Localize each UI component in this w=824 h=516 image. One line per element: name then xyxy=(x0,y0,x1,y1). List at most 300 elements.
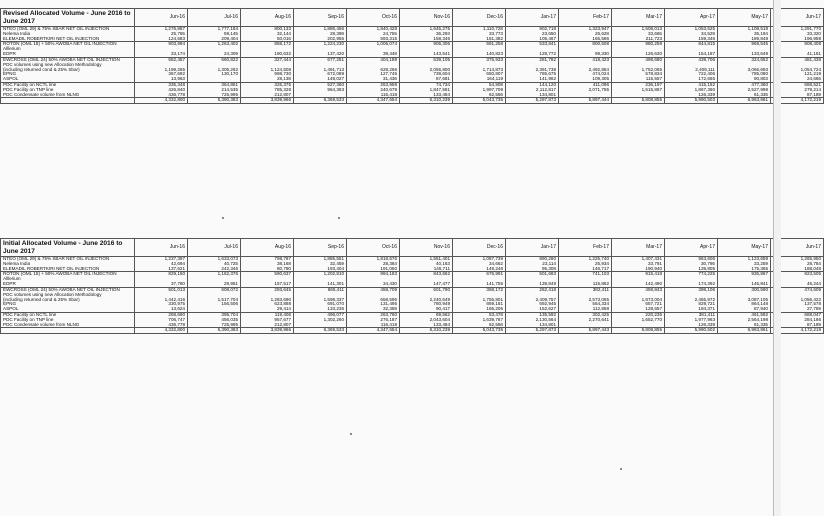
cell-value: 364,861 xyxy=(221,81,238,87)
cell-value: 50,016 xyxy=(276,35,291,41)
cell-value: 426,840 xyxy=(168,86,185,92)
cell-value: 935,867 xyxy=(751,271,768,277)
cell-value: 706,747 xyxy=(168,316,185,322)
scan-speck xyxy=(338,217,340,219)
cell-value: 691,258 xyxy=(486,41,503,47)
cell-value: 141,962 xyxy=(539,76,556,82)
cell-value: 5,990,502 xyxy=(694,327,715,333)
cell-value: 35,194 xyxy=(753,30,768,36)
value-cell xyxy=(241,312,294,327)
month-header: Aug-16 xyxy=(241,9,294,27)
value-cell xyxy=(241,272,294,287)
cell-value: 13,624 xyxy=(170,306,185,312)
cell-value: 293,645 xyxy=(274,286,291,292)
value-cell xyxy=(453,57,506,82)
cell-value: 134,801 xyxy=(539,321,556,327)
value-cell xyxy=(135,287,188,312)
cell-value: 33,174 xyxy=(170,51,185,57)
cell-value: 335,348 xyxy=(168,81,185,87)
cell-value: 276,187 xyxy=(380,316,397,322)
value-cell xyxy=(559,27,612,42)
cell-value: 461,592 xyxy=(751,311,768,317)
cell-value: 2,043,604 xyxy=(429,316,450,322)
cell-value: 1,645,275 xyxy=(429,26,450,31)
month-header: Nov-16 xyxy=(400,9,453,27)
value-cell xyxy=(718,328,771,334)
cell-value: 69,562 xyxy=(435,311,450,317)
cell-value: 677,251 xyxy=(327,56,344,62)
value-cell xyxy=(294,57,347,82)
cell-value: 151,382 xyxy=(486,35,503,41)
row-label: ASPOL xyxy=(3,306,19,312)
value-cell xyxy=(612,328,665,334)
row-label xyxy=(3,328,132,333)
value-cell xyxy=(453,98,506,104)
cell-value: 2,240,649 xyxy=(429,296,450,302)
cell-value: 262,418 xyxy=(539,286,556,292)
scan-speck xyxy=(350,433,352,435)
cell-value: 202,955 xyxy=(327,35,344,41)
month-header: May-17 xyxy=(718,9,771,27)
cell-value: 1,263,402 xyxy=(217,41,238,47)
value-cell xyxy=(453,312,506,327)
value-cell xyxy=(718,57,771,82)
cell-value: 1,162,376 xyxy=(217,271,238,277)
value-cell xyxy=(665,57,718,82)
cell-value: 112,858 xyxy=(592,306,609,312)
cell-value: 121,219 xyxy=(804,71,821,77)
row-label: PDC volumes using new Allocation Methodology xyxy=(3,291,102,297)
cell-value: 1,305,262 xyxy=(217,66,238,72)
month-header: Jun-16 xyxy=(135,239,188,257)
cell-value: 660,822 xyxy=(221,56,238,62)
cell-value: 1,054,724 xyxy=(800,66,821,72)
cell-value: 39,448 xyxy=(382,51,397,57)
cell-value: 2,391,738 xyxy=(535,66,556,72)
cell-value: 375,933 xyxy=(486,56,503,62)
cell-value: 148,248 xyxy=(486,265,503,271)
cell-value: 404,189 xyxy=(380,56,397,62)
value-cell xyxy=(241,82,294,97)
cell-value: 95,308 xyxy=(541,265,556,271)
row-label: PDC Facility on TNP line xyxy=(3,316,54,322)
row-label: EWCROSS (OML 24) 50% AWOBA NET OIL INJECTION xyxy=(3,286,120,292)
cell-value: 90,417 xyxy=(435,306,450,312)
cell-value: 190,632 xyxy=(274,51,291,57)
month-header: Jun-16 xyxy=(135,9,188,27)
value-cell xyxy=(506,287,559,312)
cell-value: 28,138 xyxy=(276,76,291,82)
cell-value: 1,551,401 xyxy=(429,256,450,261)
cell-value: 27,769 xyxy=(806,306,821,312)
cell-value: 1,224,230 xyxy=(323,41,344,47)
cell-value: 1,515,867 xyxy=(641,86,662,92)
value-cell xyxy=(347,82,400,97)
cell-value: 327,444 xyxy=(274,56,291,62)
cell-value: 858,172 xyxy=(274,41,291,47)
month-header: Feb-17 xyxy=(559,9,612,27)
month-header: Oct-16 xyxy=(347,9,400,27)
cell-value: 2,270,641 xyxy=(588,316,609,322)
value-cell xyxy=(612,98,665,104)
cell-value: 1,633,073 xyxy=(217,256,238,261)
value-cell xyxy=(506,27,559,42)
cell-value: 220,235 xyxy=(645,311,662,317)
cell-value: 844,815 xyxy=(698,41,715,47)
cell-value: 2,564,198 xyxy=(747,316,768,322)
cell-value: 126,339 xyxy=(698,91,715,97)
initial-allocation-table xyxy=(0,238,824,334)
cell-value: 1,847,581 xyxy=(429,86,450,92)
cell-value: 915,418 xyxy=(645,271,662,277)
cell-value: 902,718 xyxy=(539,26,556,31)
value-cell xyxy=(294,272,347,287)
cell-value: 105,467 xyxy=(539,35,556,41)
cell-value: 29,951 xyxy=(223,281,238,287)
cell-value: 32,359 xyxy=(382,306,397,312)
cell-value: 137,420 xyxy=(327,51,344,57)
cell-value: 1,997,709 xyxy=(482,86,503,92)
value-cell xyxy=(612,312,665,327)
cell-value: 31,436 xyxy=(382,76,397,82)
cell-value: 240,679 xyxy=(380,86,397,92)
cell-value: 994,183 xyxy=(380,271,397,277)
value-cell xyxy=(453,42,506,57)
cell-value: 843,662 xyxy=(433,271,450,277)
row-label: (including returned cond & 25% Sbar) xyxy=(3,66,80,72)
month-header: Oct-16 xyxy=(347,239,400,257)
cell-value: 562,457 xyxy=(168,56,185,62)
row-label: ELEMADIL ROBERTKIRI NET OIL INJECTION xyxy=(3,35,100,41)
cell-value: 40,163 xyxy=(435,260,450,266)
cell-value: 5,297,873 xyxy=(535,97,556,103)
cell-value: 29,414 xyxy=(276,306,291,312)
cell-value: 5,990,503 xyxy=(694,97,715,103)
value-cell xyxy=(453,328,506,334)
cell-value: 1,598,337 xyxy=(323,296,344,302)
value-cell xyxy=(135,312,188,327)
value-cell xyxy=(506,312,559,327)
value-cell xyxy=(347,287,400,312)
cell-value: 156,506 xyxy=(221,301,238,307)
cell-value: 87,940 xyxy=(753,306,768,312)
cell-value: 99,330 xyxy=(594,51,609,57)
cell-value: 263,959 xyxy=(380,81,397,87)
cell-value: 34,662 xyxy=(488,260,503,266)
cell-value: 5,390,383 xyxy=(217,327,238,333)
cell-value: 4,347,654 xyxy=(376,327,397,333)
cell-value: 481,438 xyxy=(804,56,821,62)
cell-value: 33,259 xyxy=(753,260,768,266)
cell-value: 133,484 xyxy=(433,321,450,327)
cell-value: 284,166 xyxy=(804,316,821,322)
cell-value: 890,280 xyxy=(539,256,556,261)
table-row xyxy=(1,272,824,287)
cell-value: 725,995 xyxy=(221,91,238,97)
row-label: ELEMADIL ROBERTKIRI NET OIL INJECTION xyxy=(3,265,100,271)
value-cell xyxy=(347,42,400,57)
row-label: PDC Facility on NCTL line xyxy=(3,81,57,87)
value-cell xyxy=(135,272,188,287)
value-cell xyxy=(400,98,453,104)
value-cell xyxy=(294,42,347,57)
scan-speck xyxy=(620,468,622,470)
value-cell xyxy=(241,42,294,57)
cell-value: 980,259 xyxy=(645,41,662,47)
month-header: Jan-17 xyxy=(506,239,559,257)
cell-value: 1,108,518 xyxy=(747,26,768,31)
value-cell xyxy=(241,57,294,82)
table-row xyxy=(1,42,824,57)
cell-value: 869,181 xyxy=(486,301,503,307)
cell-value: 1,006,074 xyxy=(376,41,397,47)
cell-value: 62,556 xyxy=(488,91,503,97)
row-label-cell xyxy=(1,272,135,287)
value-cell xyxy=(347,328,400,334)
value-cell xyxy=(135,257,188,272)
cell-value: 116,418 xyxy=(380,321,397,327)
cell-value: 1,517,704 xyxy=(217,296,238,302)
value-cell xyxy=(400,312,453,327)
cell-value: 115,557 xyxy=(645,76,662,82)
cell-value: 578,834 xyxy=(645,71,662,77)
cell-value: 903,994 xyxy=(168,41,185,47)
value-cell xyxy=(453,82,506,97)
revised-allocation-table xyxy=(0,8,824,104)
value-cell xyxy=(400,328,453,334)
cell-value: 193,404 xyxy=(327,265,344,271)
value-cell xyxy=(294,287,347,312)
cell-value: 1,302,260 xyxy=(323,316,344,322)
cell-value: 23,650 xyxy=(541,30,556,36)
cell-value: 4,172,219 xyxy=(800,327,821,333)
cell-value: 61,335 xyxy=(753,321,768,327)
cell-value: 90,803 xyxy=(753,76,768,82)
cell-value: 1,056,422 xyxy=(800,296,821,302)
month-header: Dec-16 xyxy=(453,9,506,27)
cell-value: 4,172,219 xyxy=(800,97,821,103)
value-cell xyxy=(188,57,241,82)
cell-value: 28,384 xyxy=(382,260,397,266)
cell-value: 623,888 xyxy=(274,301,291,307)
value-cell xyxy=(453,257,506,272)
cell-value: 1,237,397 xyxy=(164,256,185,261)
cell-value: 6,963,861 xyxy=(747,327,768,333)
cell-value: 209,404 xyxy=(221,35,238,41)
cell-value: 159,346 xyxy=(698,35,715,41)
cell-value: 906,306 xyxy=(433,41,450,47)
cell-value: 143,541 xyxy=(433,51,450,57)
cell-value: 326,375 xyxy=(274,81,291,87)
value-cell xyxy=(718,257,771,272)
value-cell xyxy=(665,82,718,97)
cell-value: 436,778 xyxy=(168,91,185,97)
cell-value: 23,114 xyxy=(542,260,556,266)
cell-value: 131,495 xyxy=(380,301,397,307)
cell-value: 115,862 xyxy=(592,281,609,287)
cell-value: 40,725 xyxy=(223,260,238,266)
row-label-cell xyxy=(1,27,135,42)
cell-value: 439,706 xyxy=(698,56,715,62)
cell-value: 281,782 xyxy=(539,56,556,62)
cell-value: 1,639,767 xyxy=(482,316,503,322)
cell-value: 998,730 xyxy=(274,71,291,77)
cell-value: 2,492,864 xyxy=(588,66,609,72)
value-cell xyxy=(718,27,771,42)
value-cell xyxy=(135,42,188,57)
cell-value: 1,885,551 xyxy=(323,256,344,261)
value-cell xyxy=(559,257,612,272)
value-cell xyxy=(718,272,771,287)
cell-value: 398,106 xyxy=(698,286,715,292)
cell-value: 4,347,654 xyxy=(376,97,397,103)
cell-value: 785,328 xyxy=(274,86,291,92)
cell-value: 30,795 xyxy=(700,260,715,266)
cell-value: 725,995 xyxy=(221,321,238,327)
cell-value: 28,784 xyxy=(806,260,821,266)
month-header: Mar-17 xyxy=(612,9,665,27)
row-label-cell xyxy=(1,42,135,57)
cell-value: 963,606 xyxy=(698,256,715,261)
cell-value: 477,360 xyxy=(751,81,768,87)
cell-value: 829,721 xyxy=(698,301,715,307)
cell-value: 5,808,855 xyxy=(641,327,662,333)
value-cell xyxy=(453,27,506,42)
cell-value: 1,276,887 xyxy=(164,26,185,31)
cell-value: 137,578 xyxy=(804,301,821,307)
row-label: Alllerium xyxy=(3,46,21,52)
cell-value: 539,105 xyxy=(433,56,450,62)
value-cell xyxy=(559,42,612,57)
cell-value: 3,839,966 xyxy=(270,327,291,333)
cell-value: 54,908 xyxy=(488,81,503,87)
cell-value: 242,346 xyxy=(221,265,238,271)
cell-value: 59,145 xyxy=(223,30,238,36)
cell-value: 395,704 xyxy=(221,311,238,317)
row-label: PDC Facility on TNP line xyxy=(3,86,54,92)
row-label: EPNG xyxy=(3,301,17,307)
cell-value: 474,024 xyxy=(592,71,609,77)
cell-value: 279,214 xyxy=(804,86,821,92)
cell-value: 5,043,735 xyxy=(482,97,503,103)
cell-value: 147,477 xyxy=(433,281,450,287)
value-cell xyxy=(188,42,241,57)
month-header: Jul-16 xyxy=(188,239,241,257)
cell-value: 657,721 xyxy=(645,301,662,307)
cell-value: 864,148 xyxy=(751,301,768,307)
cell-value: 1,407,431 xyxy=(641,256,662,261)
cell-value: 152,627 xyxy=(539,306,556,312)
cell-value: 263,760 xyxy=(380,311,397,317)
value-cell xyxy=(188,272,241,287)
cell-value: 133,649 xyxy=(751,51,768,57)
cell-value: 411,096 xyxy=(592,81,609,87)
cell-value: 145,841 xyxy=(751,281,768,287)
value-cell xyxy=(135,27,188,42)
month-header: Sep-16 xyxy=(294,9,347,27)
cell-value: 1,818,676 xyxy=(376,256,397,261)
month-header: May-17 xyxy=(718,239,771,257)
value-cell xyxy=(559,272,612,287)
cell-value: 134,801 xyxy=(539,91,556,97)
cell-value: 1,977,963 xyxy=(694,316,715,322)
value-cell xyxy=(665,42,718,57)
cell-value: 174,392 xyxy=(698,281,715,287)
cell-value: 368,172 xyxy=(486,286,503,292)
value-cell xyxy=(294,27,347,42)
row-label: (including returned cond & 25% Sbar) xyxy=(3,296,80,302)
value-cell xyxy=(453,272,506,287)
value-cell xyxy=(612,257,665,272)
cell-value: 1,755,801 xyxy=(482,296,503,302)
row-label: ROTON (OML 18) + 50% AWOBA NET OIL INJECTION xyxy=(3,271,117,277)
cell-value: 189,848 xyxy=(751,35,768,41)
cell-value: 126,630 xyxy=(645,51,662,57)
row-label: PDC Condensate volume from NLNG xyxy=(3,321,80,327)
cell-value: 2,465,972 xyxy=(694,296,715,302)
value-cell xyxy=(665,27,718,42)
table-row xyxy=(1,287,824,312)
cell-value: 1,283,690 xyxy=(270,296,291,302)
cell-value: 774,225 xyxy=(698,271,715,277)
cell-value: 26,628 xyxy=(594,30,609,36)
cell-value: 139,849 xyxy=(539,281,556,287)
value-cell xyxy=(400,287,453,312)
cell-value: 146,717 xyxy=(592,265,609,271)
cell-value: 5,808,855 xyxy=(641,97,662,103)
cell-value: 38,168 xyxy=(276,260,291,266)
cell-value: 300,590 xyxy=(751,286,768,292)
cell-value: 190,940 xyxy=(645,265,662,271)
cell-value: 141,301 xyxy=(327,281,344,287)
value-cell xyxy=(188,98,241,104)
cell-value: 1,777,184 xyxy=(217,26,238,31)
cell-value: 6,310,239 xyxy=(429,97,450,103)
cell-value: 128,657 xyxy=(645,306,662,312)
cell-value: 564,334 xyxy=(592,301,609,307)
value-cell xyxy=(347,27,400,42)
month-header: Jun-17 xyxy=(771,239,824,257)
cell-value: 33,773 xyxy=(488,30,503,36)
cell-value: 496,077 xyxy=(327,311,344,317)
cell-value: 692,945 xyxy=(539,301,556,307)
value-cell xyxy=(665,98,718,104)
row-label: EWCROSS (OML 24) 50% AWOBA NET OIL INJECTION xyxy=(3,56,120,62)
value-cell xyxy=(188,328,241,334)
cell-value: 5,897,443 xyxy=(588,327,609,333)
cell-value: 4,332,800 xyxy=(164,327,185,333)
cell-value: 1,442,416 xyxy=(164,296,185,302)
cell-value: 32,144 xyxy=(276,30,291,36)
cell-value: 133,484 xyxy=(433,91,450,97)
cell-value: 1,265,950 xyxy=(800,256,821,261)
value-cell xyxy=(718,82,771,97)
cell-value: 1,087,739 xyxy=(482,256,503,261)
row-label-cell xyxy=(1,98,135,104)
cell-value: 34,430 xyxy=(382,281,397,287)
value-cell xyxy=(400,257,453,272)
cell-value: 1,873,004 xyxy=(641,296,662,302)
cell-value: 785,080 xyxy=(751,71,768,77)
cell-value: 1,886,456 xyxy=(323,26,344,31)
cell-value: 34,529 xyxy=(700,30,715,36)
value-cell xyxy=(718,312,771,327)
cell-value: 964,363 xyxy=(327,86,344,92)
value-cell xyxy=(241,328,294,334)
value-cell xyxy=(241,257,294,272)
value-cell xyxy=(294,98,347,104)
row-label: EDPR xyxy=(3,51,16,57)
